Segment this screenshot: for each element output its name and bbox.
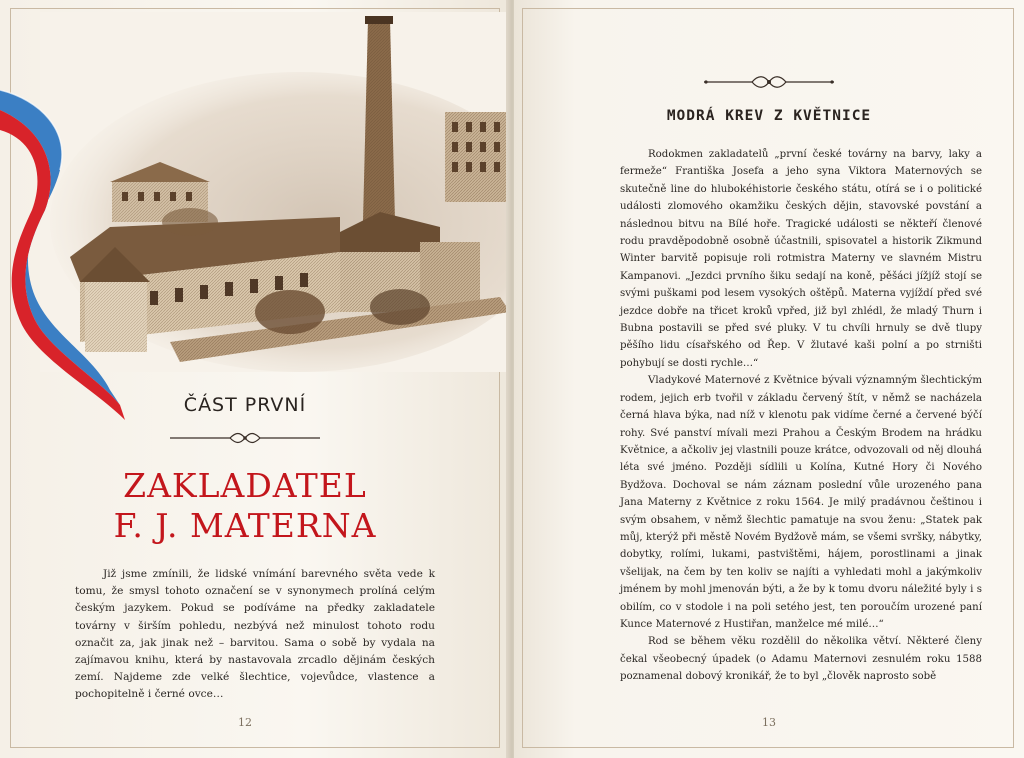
- chapter-title-line2: F. J. MATERNA: [113, 506, 377, 545]
- divider-ornament: [170, 430, 320, 446]
- chapter-title: [0, 466, 490, 546]
- paragraph: Již jsme zmínili, že lidské vnímání barevného světa vede k tomu, že smysl tohoto označení se v synonymech prolíná celým českým jazykem. Pokud se podíváme na předky zakladatele továrny v širším pohledu, nezbývá než minulost tohoto rodu označit za, jak jinak než – barvitou. Sama o sobě by vydala na zajímavou knihu, která by nastavovala zrcadlo dějinám českých zemí. Najdeme zde velké šlechtice, vojevůdce, vlastence a pochopitelně i černé ovce…: [75, 568, 435, 701]
- right-page: [514, 0, 1024, 758]
- tricolor-ribbon: [0, 90, 140, 420]
- right-body-text: [620, 146, 982, 686]
- part-label: ČÁST PRVNÍ: [183, 394, 307, 416]
- paragraph: Rod se během věku rozdělil do několika větví. Některé členy čekal všeobecný úpadek (o Adamu Maternovi zesnulém roku 1588 poznamenal dobový kronikář, že to byl „člověk naprosto sobě: [620, 636, 982, 683]
- paragraph: Rodokmen zakladatelů „první české továrny na barvy, laky a fermeže“ Františka Josefa a jeho syna Viktora Maternových se skutečně line do hlubokéhistorie českého státu, otírá se i o politické události zlomového okamžiku českých dějin, stavovské povstání a následnou bitvu na Bílé hoře. Tragické události se někteří členové rodu pravděpodobně osobně účastnili, spisovatel a historik Zikmund Winter barvitě popisuje roli rotmistra Materny ve slavném Mistru Kampanovi. „Jezdci prvního šiku sedají na koně, pěšáci jížjíž stojí se svými puškami pod lesem vysokých oštěpů. Materna vyjíždí před své jezdce dobře na třicet kroků vpřed, již byl zhlédl, že mladý Thurn i Bubna postavili se před své pluky. V tu chvíli hrnuly se dvě tlupy pěšího lidu císařského od Řep. V žlutavé kaši polní a po strništi pohybují se dosti rychle…“: [620, 149, 982, 369]
- left-body-text: [75, 566, 435, 704]
- page-number: 13: [762, 716, 776, 729]
- page-number: 12: [238, 716, 252, 729]
- section-ornament: [704, 73, 834, 91]
- section-title: MODRÁ KREV Z KVĚTNICE: [666, 108, 872, 124]
- chapter-title-line1: ZAKLADATEL: [123, 466, 367, 505]
- left-page: [0, 0, 510, 758]
- paragraph: Vladykové Maternové z Květnice bývali významným šlechtickým rodem, jejich erb tvořil v základu červený štít, v němž se nacházela černá hlava býka, nad níž v klenotu pak vidíme černé a červené býčí rohy. Své panství mívali mezi Prahou a Českým Brodem na hrádku Květnice, a ačkoliv jej vlastnili pouze krátce, odvozovali od něj dlouhá léta své jméno. Později sídlili u Kolína, Kutné Hory či Nového Bydžova. Dochoval se nám záznam poslední vůle urozeného pana Jana Materny z Květnice z roku 1564. Je milý pradávnou češtinou i svým obsahem, v němž šlechtic pamatuje na svou ženu: „Statek pak můj, kterýž při městě Novém Bydžově mám, se všemi svršky, nábytky, dobytky, rolími, lukami, pastvištěmi, hájem, porostlinami a jinak všelijak, na čem by ten koliv se najíti a vyhledati mohl a jakýmkoliv jménem by mohl jmenován býti, a že by k tomu dvoru náležité byly i s obilím, co v stodole i na poli setého jest, ten poroučím urozené paní Kunce Maternové z Hustiřan, manželce mé milé…“: [620, 375, 982, 630]
